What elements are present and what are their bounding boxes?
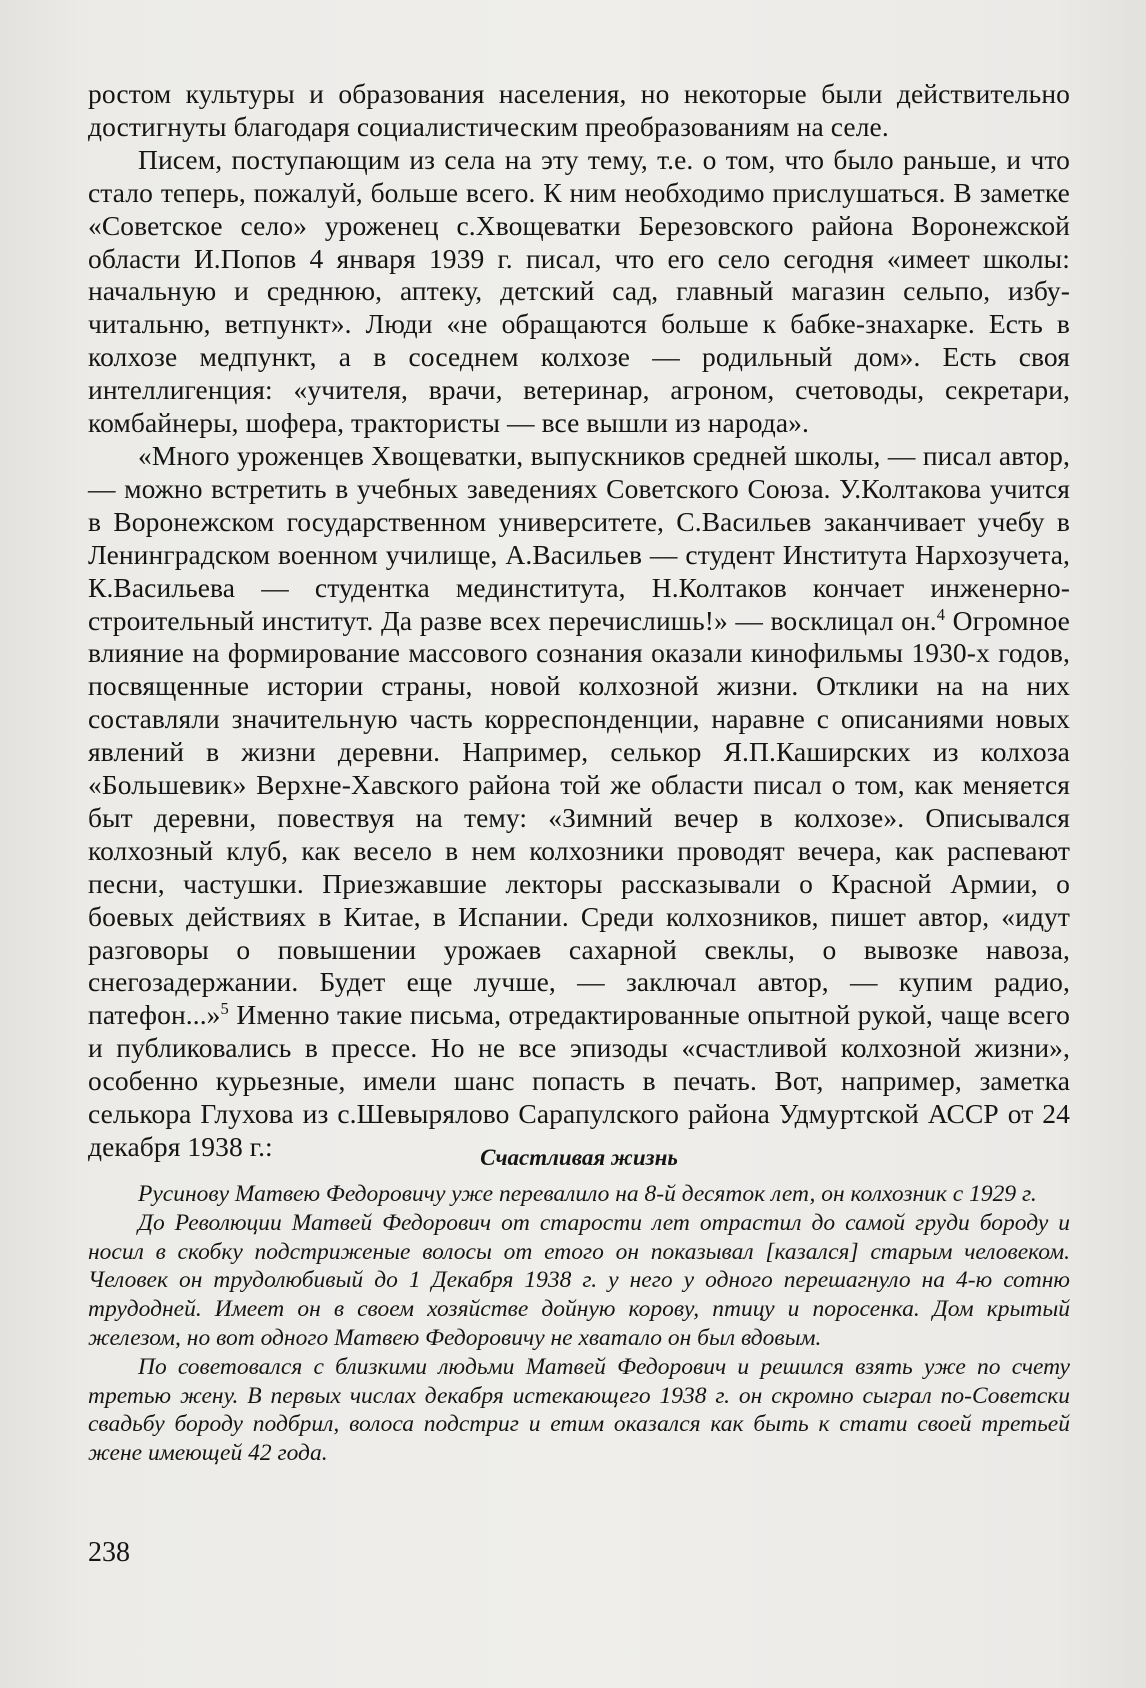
- letter-paragraph-3: По советовался с близкими людьми Матвей Федорович и решился взять уже по счету третью жену. В первых числах декабря истекающего 1938 г. он скромно сыграл по-Советски свадьбу бороду подбрил, волоса подстриг и етим оказался как быть к стати своей третьей жене имеющей 42 года.: [88, 1353, 1070, 1467]
- page-number: 238: [88, 1537, 130, 1568]
- letter-paragraph-2: До Революции Матвей Федорович от старости лет отрастил до самой груди бороду и носил в скобку подстриженые волосы от етого он показывал [казался] старым человеком. Человек он трудолюбивый до 1 Декабря 1938 г. у него у одного перешагнуло на 4-ю сотню трудодней. Имеет он в своем хозяйстве дойную корову, птицу и поросенка. Дом крытый железом, но вот одного Матвею Федоровичу не хватало он был вдовым.: [88, 1209, 1070, 1351]
- footnote-ref-4: 4: [936, 604, 946, 624]
- letter-paragraph-1: Русинову Матвею Федоровичу уже перевалило на 8-й десяток лет, он колхозник с 1929 г.: [138, 1181, 1037, 1207]
- paragraph-3-part-1: «Много уроженцев Хвощеватки, выпускников средней школы, — писал автор, — можно встретить в учебных заведениях Советского Союза. У.Колтакова учится в Воронежском государственном университете, С.Васильев заканчивает учебу в Ленинградском военном училище, А.Васильев — студент Института Нархозучета, К.Васильева — студентка мединститута, Н.Колтаков кончает инженерно-строительный институт. Да разве всех перечислишь!» — восклицал он.: [88, 439, 1070, 636]
- paragraph-3: [88, 440, 1070, 1164]
- footnote-ref-5: 5: [220, 999, 229, 1019]
- main-text: [88, 78, 1070, 1164]
- paragraph-2: Писем, поступающим из села на эту тему, т.е. о том, что было раньше, и что стало теперь, пожалуй, больше всего. К ним необходимо прислушаться. В заметке «Советское село» уроженец с.Хвощеватки Березовского района Воронежской области И.Попов 4 января 1939 г. писал, что его село сегодня «имеет школы: начальную и среднюю, аптеку, детский сад, главный магазин сельпо, избу-читальню, ветпункт». Люди «не обращаются больше к бабке-знахарке. Есть в колхозе медпункт, а в соседнем колхозе — родильный дом». Есть своя интеллигенция: «учителя, врачи, ветеринар, агроном, счетоводы, секретари, комбайнеры, шофера, трактористы — все вышли из народа».: [88, 143, 1070, 439]
- letter-title: Счастливая жизнь: [480, 1145, 678, 1170]
- text-continuation: ростом культуры и образования населения, но некоторые были действительно достигнуты благодаря социалистическим преобразованиям на селе.: [88, 78, 1070, 142]
- paragraph-3-part-2: Огромное влияние на формирование массового сознания оказали кинофильмы 1930-х годов, посвященные истории страны, новой колхозной жизни. Отклики на на них составляли значительную часть корреспонденции, наравне с описаниями новых явлений в жизни деревни. Например, селькор Я.П.Каширских из колхоза «Большевик» Верхне-Хавского района той же области писал о том, как меняется быт деревни, повествуя на тему: «Зимний вечер в колхозе». Описывался колхозный клуб, как весело в нем колхозники проводят вечера, как распевают песни, частушки. Приезжавшие лекторы рассказывали о Красной Армии, о боевых действиях в Китае, в Испании. Среди колхозников, пишет автор, «идут разговоры о повышении урожаев сахарной свеклы, о вывозке навоза, снегозадержании. Будет еще лучше, — заключал автор, — купим радио, патефон...»: [88, 604, 1070, 1031]
- letter-text: [88, 1180, 1070, 1468]
- paragraph-3-part-3: Именно такие письма, отредактированные опытной рукой, чаще всего и публиковались в прессе. Но не все эпизоды «счастливой колхозной жизни», особенно курьезные, имели шанс попасть в печать. Вот, например, заметка селькора Глухова из с.Шевырялово Сарапулского района Удмуртской АССР от 24 декабря 1938 г.:: [88, 999, 1070, 1162]
